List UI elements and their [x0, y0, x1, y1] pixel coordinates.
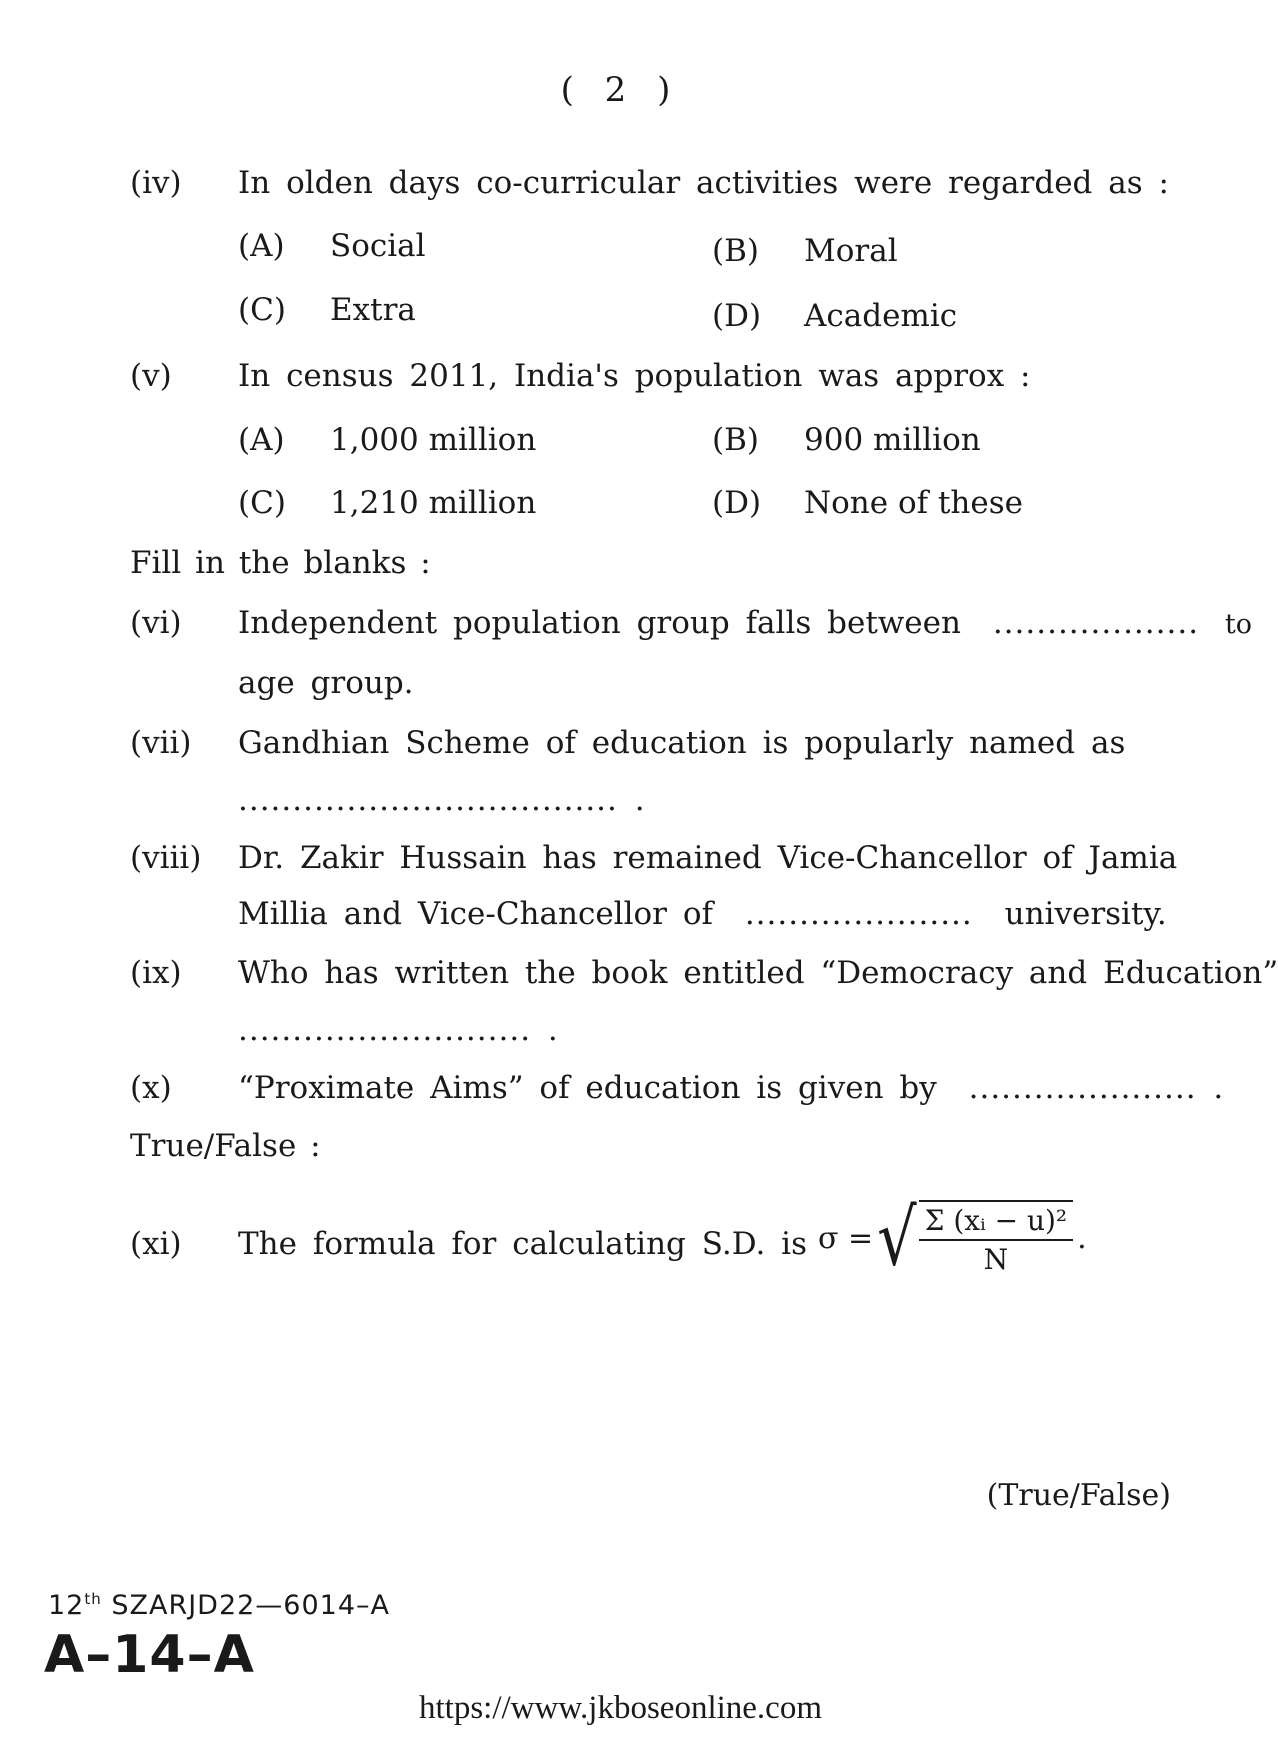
blank: ................................... . — [238, 782, 646, 818]
option-b — [712, 422, 981, 458]
option-text: Extra — [330, 292, 416, 328]
question-number: (x) — [130, 1070, 172, 1106]
question-line — [238, 605, 1252, 641]
paper-code — [48, 1590, 390, 1621]
section-fill-blanks: Fill in the blanks : — [130, 545, 431, 581]
option-a — [238, 228, 426, 264]
code-prefix: 12 — [48, 1590, 85, 1621]
option-label: (A) — [238, 422, 285, 458]
set-code: A–14–A — [44, 1625, 255, 1685]
option-text: Moral — [804, 233, 898, 269]
question-number: (vii) — [130, 725, 192, 761]
question-text: In olden days co-curricular activities were regarded as : — [238, 165, 1169, 201]
question-text: “Proximate Aims” of education is given by — [238, 1070, 937, 1106]
option-text: Social — [330, 228, 426, 264]
sigma-equals: σ = — [818, 1220, 874, 1256]
blank: ..................... . — [968, 1070, 1225, 1106]
question-number: (ix) — [130, 955, 182, 991]
option-b — [712, 233, 898, 269]
option-label: (D) — [712, 485, 762, 521]
option-label: (B) — [712, 233, 759, 269]
option-c — [238, 292, 416, 328]
question-number: (iv) — [130, 165, 182, 201]
formula-denominator: N — [983, 1243, 1009, 1276]
option-text: Academic — [804, 298, 958, 334]
page-number: ( 2 ) — [560, 70, 681, 110]
option-label: (C) — [238, 485, 286, 521]
blank: ........................... . — [238, 1012, 559, 1048]
question-number: (xi) — [130, 1226, 182, 1262]
formula-fraction — [919, 1200, 1074, 1276]
option-label: (C) — [238, 292, 286, 328]
question-number: (v) — [130, 358, 172, 394]
question-line — [238, 1070, 1224, 1106]
question-text: Gandhian Scheme of education is popularly named as — [238, 725, 1126, 761]
true-false-answer: (True/False) — [986, 1478, 1171, 1513]
option-text: 900 million — [804, 422, 981, 458]
question-text: age group. — [238, 665, 414, 701]
question-number: (viii) — [130, 840, 202, 876]
option-d — [712, 485, 1023, 521]
sd-formula — [818, 1191, 1087, 1283]
option-d — [712, 298, 957, 334]
question-line — [238, 1226, 807, 1262]
code-rest: SZARJD22—6014–A — [101, 1590, 390, 1621]
question-text: Dr. Zakir Hussain has remained Vice-Chancellor of Jamia — [238, 840, 1178, 876]
question-text: Independent population group falls between — [238, 605, 961, 641]
option-a — [238, 422, 536, 458]
option-text: 1,210 million — [330, 485, 537, 521]
option-text: 1,000 million — [330, 422, 537, 458]
source-url: https://www.jkboseonline.com — [419, 1690, 822, 1726]
option-text: None of these — [804, 485, 1023, 521]
question-text: Who has written the book entitled “Democracy and Education” — [238, 955, 1278, 991]
option-label: (A) — [238, 228, 285, 264]
radical-sign: √ — [877, 1191, 917, 1283]
question-text: Millia and Vice-Chancellor of — [238, 896, 713, 932]
formula-numerator: Σ (xᵢ − u)² — [919, 1202, 1074, 1241]
question-number: (vi) — [130, 605, 182, 641]
option-c — [238, 485, 536, 521]
question-text-end: to — [1224, 609, 1253, 640]
question-text: In census 2011, India's population was approx : — [238, 358, 1031, 394]
question-xi — [130, 1191, 1180, 1300]
section-true-false: True/False : — [130, 1128, 321, 1164]
blank: ..................... — [744, 896, 973, 932]
code-superscript: th — [84, 1590, 102, 1608]
blank: ................... — [992, 605, 1200, 641]
question-line — [238, 896, 1167, 932]
option-label: (B) — [712, 422, 759, 458]
option-label: (D) — [712, 298, 762, 334]
question-text-end: university. — [1004, 896, 1167, 932]
question-text: The formula for calculating S.D. is — [238, 1226, 808, 1262]
formula-period: . — [1077, 1220, 1087, 1256]
